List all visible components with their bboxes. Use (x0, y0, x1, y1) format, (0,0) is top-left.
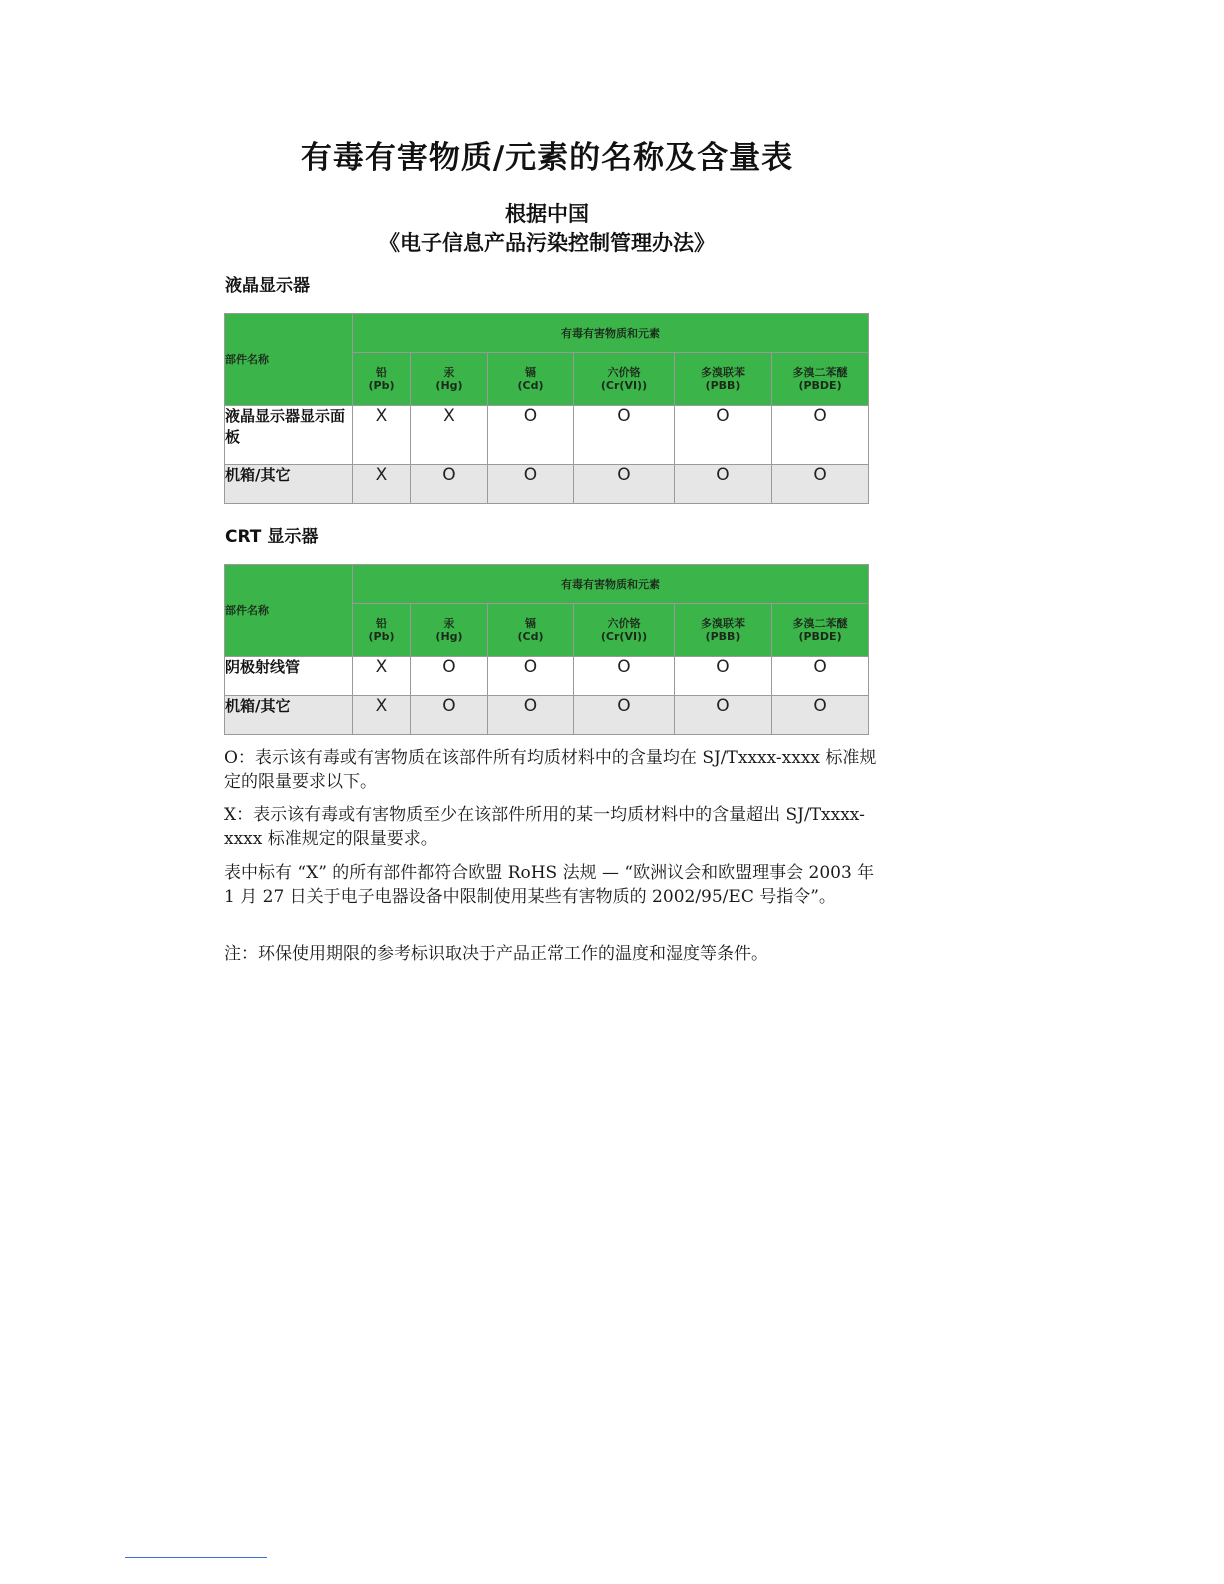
mark-cell: O (772, 465, 869, 504)
mark-cell: O (675, 657, 772, 696)
mark-cell: O (574, 406, 675, 465)
footer-rule (125, 1557, 267, 1558)
mark-cell: X (411, 406, 488, 465)
substance-table-lcd (224, 313, 869, 504)
substance-header (772, 353, 869, 406)
substance-header (675, 604, 772, 657)
document-subtitle-line1: 根据中国 (505, 202, 589, 226)
substance-name: 多溴二苯醚 (792, 617, 848, 630)
substance-name: 六价铬 (607, 366, 641, 379)
substance-symbol: (Pb) (368, 379, 395, 392)
substance-name: 多溴联苯 (701, 617, 745, 630)
mark-cell: O (411, 465, 488, 504)
note-x-legend: X：表示该有毒或有害物质至少在该部件所用的某一均质材料中的含量超出 SJ/Txxxx-xxxx 标准规定的限量要求。 (224, 805, 865, 849)
mark-cell: X (353, 465, 411, 504)
document-title: 有毒有害物质/元素的名称及含量表 (300, 140, 794, 176)
table-row (225, 696, 869, 735)
mark-cell: X (353, 657, 411, 696)
note-environmental-period: 注：环保使用期限的参考标识取决于产品正常工作的温度和湿度等条件。 (224, 944, 768, 964)
substance-name: 六价铬 (607, 617, 641, 630)
substance-symbol: (PBB) (705, 630, 741, 643)
substance-symbol: (Pb) (368, 630, 395, 643)
substance-name: 汞 (443, 617, 455, 630)
mark-cell: O (411, 696, 488, 735)
table-row (225, 657, 869, 696)
substance-name: 多溴二苯醚 (792, 366, 848, 379)
substance-symbol: (Cr(VI)) (600, 630, 648, 643)
mark-cell: O (675, 465, 772, 504)
substance-name: 多溴联苯 (701, 366, 745, 379)
substance-header (353, 353, 411, 406)
substance-header (574, 604, 675, 657)
substance-header (772, 604, 869, 657)
substance-header (675, 353, 772, 406)
mark-cell: O (488, 657, 574, 696)
mark-cell: O (411, 657, 488, 696)
mark-cell: O (772, 406, 869, 465)
part-name-cell: 机箱/其它 (225, 465, 353, 504)
mark-cell: O (488, 465, 574, 504)
mark-cell: O (488, 406, 574, 465)
mark-cell: O (772, 696, 869, 735)
substance-header (353, 604, 411, 657)
mark-cell: O (574, 465, 675, 504)
part-name-cell: 机箱/其它 (225, 696, 353, 735)
substance-symbol: (Hg) (435, 379, 463, 392)
note-o-legend: O：表示该有毒或有害物质在该部件所有均质材料中的含量均在 SJ/Txxxx-xxxx 标准规定的限量要求以下。 (224, 748, 877, 792)
substance-symbol: (PBB) (705, 379, 741, 392)
table-row (225, 406, 869, 465)
substance-name: 镉 (525, 366, 536, 379)
mark-cell: O (574, 657, 675, 696)
mark-cell: O (574, 696, 675, 735)
part-name-header: 部件名称 (225, 565, 353, 657)
substance-header (411, 353, 488, 406)
section-label-crt: CRT 显示器 (225, 527, 319, 547)
substance-header (574, 353, 675, 406)
substance-header (488, 353, 574, 406)
note-rohs-compliance: 表中标有 “X” 的所有部件都符合欧盟 RoHS 法规 — “欧洲议会和欧盟理事会 2003 年 1 月 27 日关于电子电器设备中限制使用某些有害物质的 2002/95/EC 号指令”。 (224, 863, 875, 907)
mark-cell: O (772, 657, 869, 696)
substance-symbol: (Hg) (435, 630, 463, 643)
document-subtitle-line2: 《电子信息产品污染控制管理办法》 (379, 231, 715, 255)
substance-header (411, 604, 488, 657)
mark-cell: O (675, 406, 772, 465)
substance-symbol: (Cr(VI)) (600, 379, 648, 392)
section-label-lcd: 液晶显示器 (225, 276, 310, 296)
substance-symbol: (Cd) (517, 630, 544, 643)
part-name-cell: 阴极射线管 (225, 657, 353, 696)
substance-table-crt (224, 564, 869, 735)
substance-header (488, 604, 574, 657)
substance-name: 汞 (443, 366, 455, 379)
substance-symbol: (PBDE) (798, 630, 842, 643)
substance-name: 铅 (376, 617, 387, 630)
part-name-cell: 液晶显示器显示面板 (225, 406, 353, 465)
mark-cell: X (353, 696, 411, 735)
substance-name: 镉 (525, 617, 536, 630)
mark-cell: X (353, 406, 411, 465)
mark-cell: O (488, 696, 574, 735)
substance-group-header: 有毒有害物质和元素 (353, 565, 869, 604)
substance-symbol: (PBDE) (798, 379, 842, 392)
substance-symbol: (Cd) (517, 379, 544, 392)
table-row (225, 465, 869, 504)
mark-cell: O (675, 696, 772, 735)
part-name-header: 部件名称 (225, 314, 353, 406)
substance-name: 铅 (376, 366, 387, 379)
substance-group-header: 有毒有害物质和元素 (353, 314, 869, 353)
